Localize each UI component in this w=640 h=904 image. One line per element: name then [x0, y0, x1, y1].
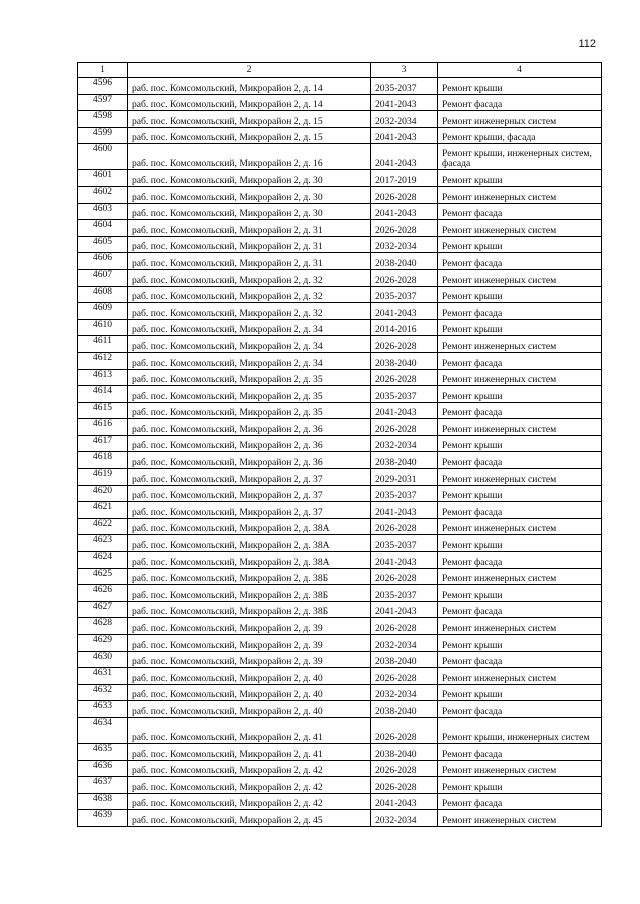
repair-schedule-table — [77, 62, 602, 827]
address-cell: раб. пос. Комсомольский, Микрорайон 2, д. 36 — [128, 452, 371, 469]
period-cell: 2026-2028 — [371, 269, 438, 286]
period-cell: 2026-2028 — [371, 186, 438, 203]
work-type-cell: Ремонт фасада — [438, 651, 602, 668]
row-number-cell: 4618 — [78, 452, 128, 469]
address-cell: раб. пос. Комсомольский, Микрорайон 2, д. 37 — [128, 485, 371, 502]
work-type-cell: Ремонт крыши — [438, 170, 602, 187]
address-cell: раб. пос. Комсомольский, Микрорайон 2, д. 42 — [128, 793, 371, 810]
row-number-cell: 4625 — [78, 568, 128, 585]
work-type-cell: Ремонт фасада — [438, 253, 602, 270]
address-cell: раб. пос. Комсомольский, Микрорайон 2, д. 42 — [128, 777, 371, 794]
period-cell: 2026-2028 — [371, 369, 438, 386]
period-cell: 2032-2034 — [371, 810, 438, 827]
period-cell: 2035-2037 — [371, 286, 438, 303]
period-cell: 2035-2037 — [371, 535, 438, 552]
period-cell: 2032-2034 — [371, 684, 438, 701]
address-cell: раб. пос. Комсомольский, Микрорайон 2, д. 38Б — [128, 601, 371, 618]
address-cell: раб. пос. Комсомольский, Микрорайон 2, д. 39 — [128, 651, 371, 668]
period-cell: 2038-2040 — [371, 253, 438, 270]
period-cell: 2032-2034 — [371, 635, 438, 652]
table-row — [78, 269, 602, 286]
row-number-cell: 4600 — [78, 144, 128, 170]
work-type-cell: Ремонт фасада — [438, 303, 602, 320]
row-number-cell: 4623 — [78, 535, 128, 552]
period-cell: 2035-2037 — [371, 386, 438, 403]
period-cell: 2026-2028 — [371, 568, 438, 585]
row-number-cell: 4602 — [78, 186, 128, 203]
period-cell: 2041-2043 — [371, 502, 438, 519]
table-row — [78, 402, 602, 419]
address-cell: раб. пос. Комсомольский, Микрорайон 2, д. 15 — [128, 111, 371, 128]
period-cell: 2035-2037 — [371, 485, 438, 502]
work-type-cell: Ремонт инженерных систем — [438, 518, 602, 535]
table-row — [78, 502, 602, 519]
work-type-cell: Ремонт крыши — [438, 435, 602, 452]
table-row — [78, 186, 602, 203]
work-type-cell: Ремонт крыши, фасада — [438, 127, 602, 144]
work-type-cell: Ремонт инженерных систем — [438, 111, 602, 128]
address-cell: раб. пос. Комсомольский, Микрорайон 2, д. 32 — [128, 286, 371, 303]
table-row — [78, 253, 602, 270]
address-cell: раб. пос. Комсомольский, Микрорайон 2, д. 38А — [128, 535, 371, 552]
work-type-cell: Ремонт инженерных систем — [438, 419, 602, 436]
table-row — [78, 303, 602, 320]
address-cell: раб. пос. Комсомольский, Микрорайон 2, д. 30 — [128, 170, 371, 187]
address-cell: раб. пос. Комсомольский, Микрорайон 2, д. 36 — [128, 435, 371, 452]
address-cell: раб. пос. Комсомольский, Микрорайон 2, д. 32 — [128, 303, 371, 320]
address-cell: раб. пос. Комсомольский, Микрорайон 2, д. 30 — [128, 186, 371, 203]
row-number-cell: 4598 — [78, 111, 128, 128]
address-cell: раб. пос. Комсомольский, Микрорайон 2, д. 32 — [128, 269, 371, 286]
period-cell: 2038-2040 — [371, 352, 438, 369]
table-row — [78, 585, 602, 602]
address-cell: раб. пос. Комсомольский, Микрорайон 2, д. 14 — [128, 94, 371, 111]
row-number-cell: 4604 — [78, 220, 128, 237]
table-row — [78, 618, 602, 635]
table-row — [78, 518, 602, 535]
row-number-cell: 4597 — [78, 94, 128, 111]
row-number-cell: 4612 — [78, 352, 128, 369]
period-cell: 2026-2028 — [371, 419, 438, 436]
work-type-cell: Ремонт фасада — [438, 701, 602, 718]
address-cell: раб. пос. Комсомольский, Микрорайон 2, д. 42 — [128, 760, 371, 777]
address-cell: раб. пос. Комсомольский, Микрорайон 2, д. 45 — [128, 810, 371, 827]
work-type-cell: Ремонт инженерных систем — [438, 336, 602, 353]
row-number-cell: 4610 — [78, 319, 128, 336]
address-cell: раб. пос. Комсомольский, Микрорайон 2, д. 38Б — [128, 585, 371, 602]
table-row — [78, 94, 602, 111]
row-number-cell: 4615 — [78, 402, 128, 419]
work-type-cell: Ремонт крыши — [438, 684, 602, 701]
row-number-cell: 4630 — [78, 651, 128, 668]
table-row — [78, 668, 602, 685]
work-type-cell: Ремонт крыши, инженерных систем — [438, 717, 602, 743]
address-cell: раб. пос. Комсомольский, Микрорайон 2, д. 35 — [128, 402, 371, 419]
work-type-cell: Ремонт фасада — [438, 743, 602, 760]
row-number-cell: 4638 — [78, 793, 128, 810]
period-cell: 2041-2043 — [371, 203, 438, 220]
address-cell: раб. пос. Комсомольский, Микрорайон 2, д. 31 — [128, 253, 371, 270]
work-type-cell: Ремонт фасада — [438, 352, 602, 369]
work-type-cell: Ремонт крыши — [438, 585, 602, 602]
row-number-cell: 4601 — [78, 170, 128, 187]
address-cell: раб. пос. Комсомольский, Микрорайон 2, д. 14 — [128, 78, 371, 95]
period-cell: 2038-2040 — [371, 701, 438, 718]
period-cell: 2026-2028 — [371, 618, 438, 635]
table-header-row — [78, 63, 602, 78]
address-cell: раб. пос. Комсомольский, Микрорайон 2, д. 37 — [128, 502, 371, 519]
work-type-cell: Ремонт крыши — [438, 236, 602, 253]
address-cell: раб. пос. Комсомольский, Микрорайон 2, д. 31 — [128, 220, 371, 237]
row-number-cell: 4613 — [78, 369, 128, 386]
work-type-cell: Ремонт инженерных систем — [438, 186, 602, 203]
table-row — [78, 127, 602, 144]
table-row — [78, 203, 602, 220]
table-row — [78, 701, 602, 718]
work-type-cell: Ремонт инженерных систем — [438, 269, 602, 286]
work-type-cell: Ремонт инженерных систем — [438, 668, 602, 685]
address-cell: раб. пос. Комсомольский, Микрорайон 2, д. 41 — [128, 743, 371, 760]
table-row — [78, 777, 602, 794]
address-cell: раб. пос. Комсомольский, Микрорайон 2, д. 34 — [128, 336, 371, 353]
period-cell: 2041-2043 — [371, 94, 438, 111]
row-number-cell: 4636 — [78, 760, 128, 777]
table-row — [78, 220, 602, 237]
period-cell: 2041-2043 — [371, 127, 438, 144]
period-cell: 2041-2043 — [371, 601, 438, 618]
row-number-cell: 4608 — [78, 286, 128, 303]
period-cell: 2026-2028 — [371, 518, 438, 535]
address-cell: раб. пос. Комсомольский, Микрорайон 2, д. 30 — [128, 203, 371, 220]
table-row — [78, 286, 602, 303]
row-number-cell: 4620 — [78, 485, 128, 502]
work-type-cell: Ремонт крыши — [438, 535, 602, 552]
period-cell: 2038-2040 — [371, 743, 438, 760]
address-cell: раб. пос. Комсомольский, Микрорайон 2, д. 38А — [128, 518, 371, 535]
period-cell: 2041-2043 — [371, 793, 438, 810]
period-cell: 2026-2028 — [371, 717, 438, 743]
row-number-cell: 4629 — [78, 635, 128, 652]
row-number-cell: 4611 — [78, 336, 128, 353]
address-cell: раб. пос. Комсомольский, Микрорайон 2, д. 34 — [128, 319, 371, 336]
row-number-cell: 4603 — [78, 203, 128, 220]
address-cell: раб. пос. Комсомольский, Микрорайон 2, д. 38А — [128, 552, 371, 569]
table-row — [78, 170, 602, 187]
address-cell: раб. пос. Комсомольский, Микрорайон 2, д. 34 — [128, 352, 371, 369]
table-row — [78, 369, 602, 386]
row-number-cell: 4635 — [78, 743, 128, 760]
work-type-cell: Ремонт фасада — [438, 502, 602, 519]
table-row — [78, 535, 602, 552]
table-row — [78, 386, 602, 403]
work-type-cell: Ремонт инженерных систем — [438, 810, 602, 827]
table-row — [78, 810, 602, 827]
table-row — [78, 236, 602, 253]
row-number-cell: 4626 — [78, 585, 128, 602]
address-cell: раб. пос. Комсомольский, Микрорайон 2, д. 37 — [128, 469, 371, 486]
row-number-cell: 4632 — [78, 684, 128, 701]
period-cell: 2032-2034 — [371, 111, 438, 128]
table-row — [78, 485, 602, 502]
row-number-cell: 4633 — [78, 701, 128, 718]
period-cell: 2029-2031 — [371, 469, 438, 486]
row-number-cell: 4599 — [78, 127, 128, 144]
row-number-cell: 4619 — [78, 469, 128, 486]
work-type-cell: Ремонт крыши — [438, 78, 602, 95]
address-cell: раб. пос. Комсомольский, Микрорайон 2, д. 39 — [128, 635, 371, 652]
work-type-cell: Ремонт крыши — [438, 386, 602, 403]
address-cell: раб. пос. Комсомольский, Микрорайон 2, д. 15 — [128, 127, 371, 144]
address-cell: раб. пос. Комсомольский, Микрорайон 2, д. 36 — [128, 419, 371, 436]
work-type-cell: Ремонт крыши, инженерных систем, фасада — [438, 144, 602, 170]
work-type-cell: Ремонт инженерных систем — [438, 469, 602, 486]
table-row — [78, 319, 602, 336]
work-type-cell: Ремонт фасада — [438, 402, 602, 419]
address-cell: раб. пос. Комсомольский, Микрорайон 2, д. 35 — [128, 369, 371, 386]
period-cell: 2017-2019 — [371, 170, 438, 187]
work-type-cell: Ремонт инженерных систем — [438, 568, 602, 585]
work-type-cell: Ремонт инженерных систем — [438, 618, 602, 635]
row-number-cell: 4606 — [78, 253, 128, 270]
period-cell: 2026-2028 — [371, 668, 438, 685]
page-number: 112 — [578, 38, 596, 50]
work-type-cell: Ремонт инженерных систем — [438, 369, 602, 386]
address-cell: раб. пос. Комсомольский, Микрорайон 2, д. 40 — [128, 668, 371, 685]
row-number-cell: 4631 — [78, 668, 128, 685]
address-cell: раб. пос. Комсомольский, Микрорайон 2, д. 39 — [128, 618, 371, 635]
table-row — [78, 743, 602, 760]
table-row — [78, 469, 602, 486]
table-row — [78, 651, 602, 668]
period-cell: 2032-2034 — [371, 236, 438, 253]
table-row — [78, 793, 602, 810]
table-row — [78, 684, 602, 701]
period-cell: 2041-2043 — [371, 303, 438, 320]
row-number-cell: 4622 — [78, 518, 128, 535]
period-cell: 2041-2043 — [371, 144, 438, 170]
work-type-cell: Ремонт крыши — [438, 286, 602, 303]
table-body — [78, 63, 602, 827]
period-cell: 2026-2028 — [371, 336, 438, 353]
work-type-cell: Ремонт фасада — [438, 94, 602, 111]
work-type-cell: Ремонт крыши — [438, 485, 602, 502]
row-number-cell: 4621 — [78, 502, 128, 519]
row-number-cell: 4624 — [78, 552, 128, 569]
address-cell: раб. пос. Комсомольский, Микрорайон 2, д. 16 — [128, 144, 371, 170]
row-number-cell: 4607 — [78, 269, 128, 286]
table-row — [78, 568, 602, 585]
period-cell: 2035-2037 — [371, 585, 438, 602]
address-cell: раб. пос. Комсомольский, Микрорайон 2, д. 31 — [128, 236, 371, 253]
column-header-3: 3 — [371, 63, 438, 78]
row-number-cell: 4614 — [78, 386, 128, 403]
work-type-cell: Ремонт фасада — [438, 601, 602, 618]
table-row — [78, 601, 602, 618]
work-type-cell: Ремонт фасада — [438, 793, 602, 810]
address-cell: раб. пос. Комсомольский, Микрорайон 2, д. 35 — [128, 386, 371, 403]
work-type-cell: Ремонт фасада — [438, 203, 602, 220]
work-type-cell: Ремонт инженерных систем — [438, 220, 602, 237]
table-row — [78, 760, 602, 777]
work-type-cell: Ремонт крыши — [438, 319, 602, 336]
row-number-cell: 4627 — [78, 601, 128, 618]
column-header-1: 1 — [78, 63, 128, 78]
table-row — [78, 78, 602, 95]
work-type-cell: Ремонт инженерных систем — [438, 760, 602, 777]
row-number-cell: 4628 — [78, 618, 128, 635]
table-row — [78, 111, 602, 128]
table-row — [78, 717, 602, 743]
table-row — [78, 419, 602, 436]
period-cell: 2014-2016 — [371, 319, 438, 336]
period-cell: 2038-2040 — [371, 452, 438, 469]
table-row — [78, 452, 602, 469]
period-cell: 2041-2043 — [371, 402, 438, 419]
row-number-cell: 4605 — [78, 236, 128, 253]
row-number-cell: 4617 — [78, 435, 128, 452]
row-number-cell: 4634 — [78, 717, 128, 743]
period-cell: 2035-2037 — [371, 78, 438, 95]
row-number-cell: 4639 — [78, 810, 128, 827]
address-cell: раб. пос. Комсомольский, Микрорайон 2, д. 38Б — [128, 568, 371, 585]
row-number-cell: 4637 — [78, 777, 128, 794]
work-type-cell: Ремонт крыши — [438, 777, 602, 794]
table-row — [78, 336, 602, 353]
table-row — [78, 435, 602, 452]
work-type-cell: Ремонт фасада — [438, 552, 602, 569]
column-header-2: 2 — [128, 63, 371, 78]
work-type-cell: Ремонт фасада — [438, 452, 602, 469]
table-row — [78, 635, 602, 652]
address-cell: раб. пос. Комсомольский, Микрорайон 2, д. 41 — [128, 717, 371, 743]
table-row — [78, 552, 602, 569]
work-type-cell: Ремонт крыши — [438, 635, 602, 652]
row-number-cell: 4596 — [78, 78, 128, 95]
table-row — [78, 352, 602, 369]
address-cell: раб. пос. Комсомольский, Микрорайон 2, д. 40 — [128, 684, 371, 701]
period-cell: 2032-2034 — [371, 435, 438, 452]
address-cell: раб. пос. Комсомольский, Микрорайон 2, д. 40 — [128, 701, 371, 718]
table-row — [78, 144, 602, 170]
period-cell: 2026-2028 — [371, 777, 438, 794]
row-number-cell: 4609 — [78, 303, 128, 320]
period-cell: 2026-2028 — [371, 220, 438, 237]
period-cell: 2038-2040 — [371, 651, 438, 668]
period-cell: 2026-2028 — [371, 760, 438, 777]
period-cell: 2041-2043 — [371, 552, 438, 569]
column-header-4: 4 — [438, 63, 602, 78]
row-number-cell: 4616 — [78, 419, 128, 436]
